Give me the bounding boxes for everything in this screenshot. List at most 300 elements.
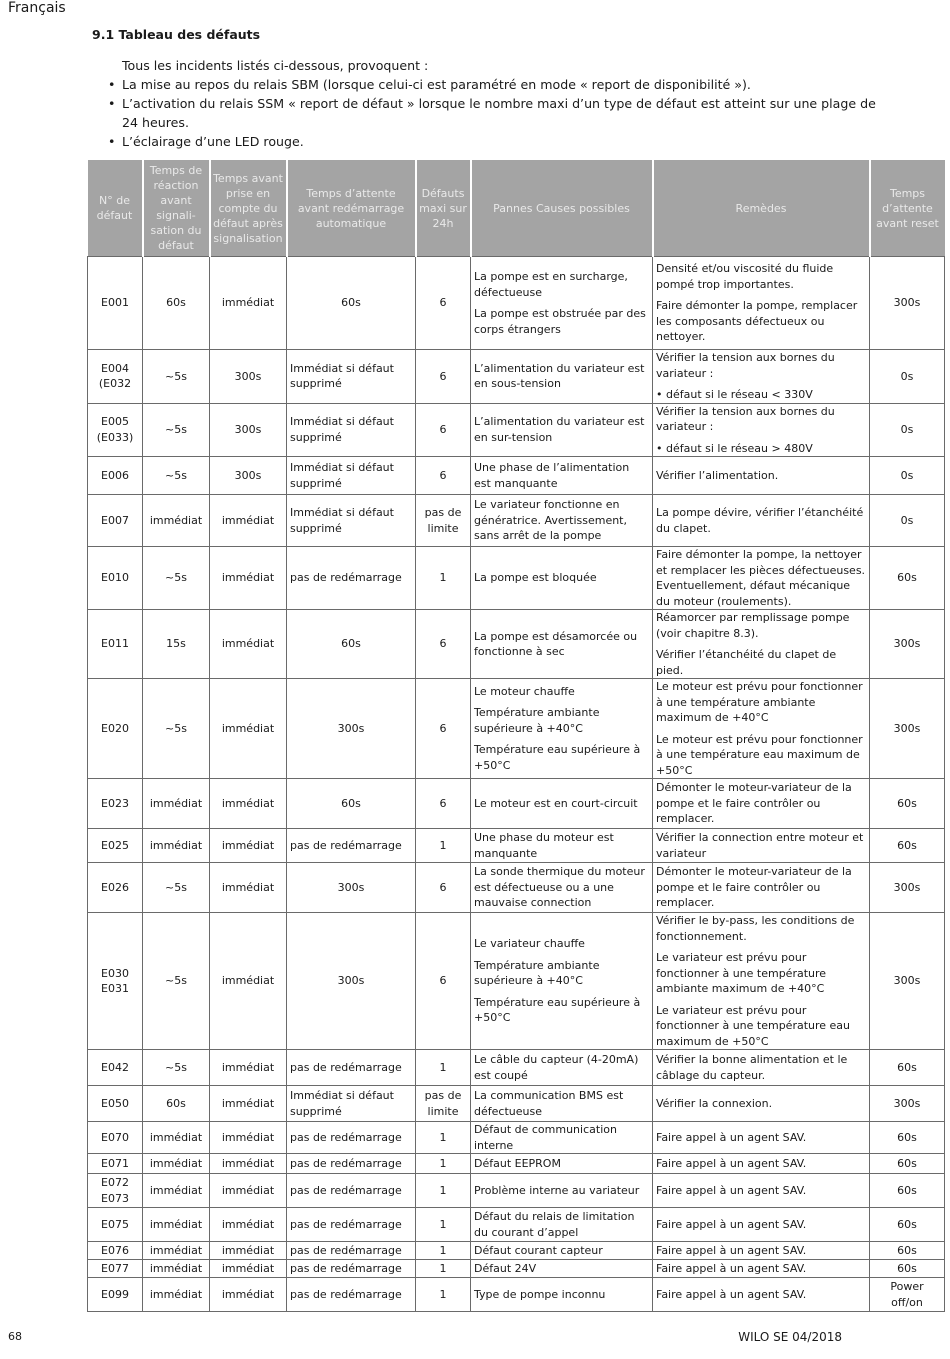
cell-code: E007 bbox=[88, 495, 143, 547]
cell-acknowledge-time: immédiat bbox=[210, 679, 287, 779]
cell-restart-wait: Immédiat si défaut supprimé bbox=[287, 1086, 416, 1122]
cell-causes-line: L’alimentation du variateur est en sous-tension bbox=[474, 361, 645, 391]
cell-remedies-lines bbox=[656, 350, 866, 403]
cell-causes-line: L’alimentation du variateur est en sur-tension bbox=[474, 415, 645, 444]
cell-max-faults: 1 bbox=[416, 1122, 471, 1154]
cell-reaction-time: 60s bbox=[143, 257, 210, 350]
table-row bbox=[88, 403, 945, 457]
header-acknowledge-time: Temps avant prise en compte du défaut après signalisation bbox=[210, 160, 287, 257]
cell-causes-lines bbox=[474, 629, 649, 660]
cell-code: E001 bbox=[88, 257, 143, 350]
bullet-glyph: • bbox=[108, 96, 116, 111]
cell-max-faults: 1 bbox=[416, 829, 471, 863]
cell-causes-lines bbox=[474, 361, 649, 392]
cell-code: E071 bbox=[88, 1154, 143, 1174]
cell-acknowledge-time: immédiat bbox=[210, 1174, 287, 1208]
cell-causes-lines bbox=[474, 1052, 649, 1083]
cell-causes-line: Le moteur chauffe bbox=[474, 684, 575, 698]
header-causes: Pannes Causes possibles bbox=[471, 160, 653, 257]
cell-remedies-line: Vérifier le by-pass, les conditions de fonctionnement. bbox=[656, 914, 855, 943]
cell-max-faults: 1 bbox=[416, 1174, 471, 1208]
cell-remedies-line: Faire appel à un agent SAV. bbox=[656, 1156, 807, 1170]
cell-remedies-lines bbox=[656, 1261, 866, 1277]
cell-causes-line: La pompe est obstruée par des corps étrangers bbox=[474, 307, 646, 336]
cell-reaction-time: immédiat bbox=[143, 779, 210, 829]
cell-causes-line: La communication BMS est défectueuse bbox=[474, 1089, 624, 1118]
cell-code: E072 E073 bbox=[88, 1174, 143, 1208]
bullet-glyph: • bbox=[108, 134, 116, 149]
cell-causes-lines bbox=[474, 1088, 649, 1119]
cell-remedies-lines bbox=[656, 505, 866, 536]
cell-max-faults: 1 bbox=[416, 1154, 471, 1174]
cell-restart-wait: Immédiat si défaut supprimé bbox=[287, 495, 416, 547]
cell-causes-lines bbox=[474, 460, 649, 491]
cell-remedies bbox=[653, 829, 870, 863]
cell-causes-line: Température ambiante supérieure à +40°C bbox=[474, 958, 600, 988]
cell-reset-wait: 60s bbox=[870, 1174, 945, 1208]
cell-remedies bbox=[653, 1260, 870, 1278]
cell-code: E070 bbox=[88, 1122, 143, 1154]
cell-remedies-line: Faire appel à un agent SAV. bbox=[656, 1183, 807, 1197]
cell-acknowledge-time: immédiat bbox=[210, 1278, 287, 1312]
bullet-glyph: • bbox=[108, 77, 116, 92]
cell-remedies bbox=[653, 547, 870, 610]
header-restart-wait: Temps d’attente avant redémarrage automatique bbox=[287, 160, 416, 257]
cell-remedies-lines bbox=[656, 864, 866, 911]
table-row bbox=[88, 913, 945, 1050]
cell-remedies bbox=[653, 1086, 870, 1122]
cell-causes bbox=[471, 679, 653, 779]
cell-causes-lines bbox=[474, 936, 649, 1026]
cell-restart-wait: 300s bbox=[287, 913, 416, 1050]
cell-reset-wait: 60s bbox=[870, 1242, 945, 1260]
cell-remedies-line: Faire démonter la pompe, la nettoyer et remplacer les pièces défectueuses. Eventuellement, défaut mécanique du moteur (roulements). bbox=[656, 548, 866, 608]
page-number: 68 bbox=[8, 1330, 22, 1343]
cell-code: E075 bbox=[88, 1208, 143, 1242]
cell-acknowledge-time: immédiat bbox=[210, 257, 287, 350]
cell-remedies-lines bbox=[656, 1052, 866, 1083]
cell-max-faults: 1 bbox=[416, 1242, 471, 1260]
section-title: 9.1 Tableau des défauts bbox=[92, 27, 261, 42]
cell-reaction-time: ~5s bbox=[143, 863, 210, 913]
cell-restart-wait: Immédiat si défaut supprimé bbox=[287, 350, 416, 404]
cell-causes-line: Défaut courant capteur bbox=[474, 1243, 603, 1257]
cell-reaction-time: 60s bbox=[143, 1086, 210, 1122]
cell-remedies bbox=[653, 257, 870, 350]
cell-acknowledge-time: immédiat bbox=[210, 1154, 287, 1174]
cell-acknowledge-time: 300s bbox=[210, 403, 287, 457]
cell-remedies-line: Faire appel à un agent SAV. bbox=[656, 1287, 807, 1301]
cell-max-faults: 6 bbox=[416, 457, 471, 495]
cell-acknowledge-time: immédiat bbox=[210, 1242, 287, 1260]
cell-remedies bbox=[653, 350, 870, 404]
cell-causes bbox=[471, 1174, 653, 1208]
cell-causes-line: Le câble du capteur (4-20mA) est coupé bbox=[474, 1053, 639, 1082]
cell-causes-line: Une phase du moteur est manquante bbox=[474, 831, 614, 860]
table-row bbox=[88, 350, 945, 404]
cell-causes-line: Température ambiante supérieure à +40°C bbox=[474, 706, 600, 735]
cell-remedies bbox=[653, 495, 870, 547]
cell-causes bbox=[471, 547, 653, 610]
cell-remedies-line: Faire appel à un agent SAV. bbox=[656, 1217, 807, 1231]
table-row bbox=[88, 1122, 945, 1154]
cell-restart-wait: pas de redémarrage bbox=[287, 547, 416, 610]
cell-remedies-line: Faire démonter la pompe, remplacer les composants défectueux ou nettoyer. bbox=[656, 299, 858, 344]
cell-reaction-time: ~5s bbox=[143, 1050, 210, 1086]
cell-remedies-lines bbox=[656, 404, 866, 457]
cell-remedies bbox=[653, 1154, 870, 1174]
cell-reaction-time: immédiat bbox=[143, 1278, 210, 1312]
cell-causes-line: Le variateur chauffe bbox=[474, 937, 585, 951]
cell-code: E006 bbox=[88, 457, 143, 495]
header-max-faults: Défauts maxi sur 24h bbox=[416, 160, 471, 257]
cell-causes-line: Température eau supérieure à +50°C bbox=[474, 995, 641, 1025]
cell-reaction-time: ~5s bbox=[143, 350, 210, 404]
cell-remedies bbox=[653, 1278, 870, 1312]
cell-restart-wait: pas de redémarrage bbox=[287, 1242, 416, 1260]
cell-remedies bbox=[653, 1208, 870, 1242]
cell-remedies-lines bbox=[656, 679, 866, 778]
cell-remedies-lines bbox=[656, 261, 866, 345]
defaults-table bbox=[87, 160, 945, 1312]
cell-remedies-line: Démonter le moteur-variateur de la pompe et le faire contrôler ou remplacer. bbox=[656, 865, 852, 910]
cell-acknowledge-time: immédiat bbox=[210, 1050, 287, 1086]
cell-causes-lines bbox=[474, 1156, 649, 1172]
cell-acknowledge-time: 300s bbox=[210, 457, 287, 495]
cell-acknowledge-time: immédiat bbox=[210, 1208, 287, 1242]
cell-remedies-line: Le variateur est prévu pour fonctionner à une température eau maximum de +50°C bbox=[656, 1003, 851, 1048]
cell-remedies-line: Vérifier la connexion. bbox=[656, 1096, 773, 1110]
cell-reset-wait: 60s bbox=[870, 1208, 945, 1242]
cell-remedies-lines bbox=[656, 913, 866, 1049]
intro-bullet-text: L’activation du relais SSM « report de défaut » lorsque le nombre maxi d’un type de défaut est atteint sur une plage de 24 heures. bbox=[122, 96, 876, 130]
table-row bbox=[88, 547, 945, 610]
cell-causes-lines bbox=[474, 1287, 649, 1303]
cell-restart-wait: 60s bbox=[287, 610, 416, 679]
language-label: Français bbox=[8, 0, 66, 16]
table-row bbox=[88, 457, 945, 495]
cell-causes bbox=[471, 1242, 653, 1260]
cell-causes-lines bbox=[474, 864, 649, 911]
cell-reset-wait: 300s bbox=[870, 1086, 945, 1122]
table-row bbox=[88, 679, 945, 779]
cell-restart-wait: pas de redémarrage bbox=[287, 1208, 416, 1242]
cell-remedies-line: Faire appel à un agent SAV. bbox=[656, 1261, 807, 1275]
cell-remedies-lines bbox=[656, 1130, 866, 1146]
cell-code: E020 bbox=[88, 679, 143, 779]
cell-code: E025 bbox=[88, 829, 143, 863]
cell-causes-line: Défaut EEPROM bbox=[474, 1156, 561, 1170]
cell-causes-line: Une phase de l’alimentation est manquante bbox=[474, 461, 630, 490]
cell-code: E005 (E033) bbox=[88, 403, 143, 457]
cell-max-faults: pas de limite bbox=[416, 1086, 471, 1122]
cell-remedies-lines bbox=[656, 830, 866, 861]
cell-code: E023 bbox=[88, 779, 143, 829]
intro-bullet bbox=[92, 75, 892, 94]
cell-restart-wait: pas de redémarrage bbox=[287, 1260, 416, 1278]
cell-causes bbox=[471, 610, 653, 679]
cell-acknowledge-time: immédiat bbox=[210, 547, 287, 610]
cell-remedies-line: Le moteur est prévu pour fonctionner à une température eau maximum de +50°C bbox=[656, 732, 863, 777]
cell-max-faults: 6 bbox=[416, 257, 471, 350]
table-row bbox=[88, 257, 945, 350]
cell-causes-lines bbox=[474, 497, 649, 544]
cell-remedies-line: Réamorcer par remplissage pompe (voir chapitre 8.3). bbox=[656, 611, 850, 640]
cell-reset-wait: 60s bbox=[870, 1122, 945, 1154]
cell-remedies-lines bbox=[656, 1183, 866, 1199]
cell-remedies bbox=[653, 863, 870, 913]
cell-causes bbox=[471, 495, 653, 547]
cell-restart-wait: pas de redémarrage bbox=[287, 1278, 416, 1312]
table-row bbox=[88, 1050, 945, 1086]
cell-acknowledge-time: 300s bbox=[210, 350, 287, 404]
cell-causes bbox=[471, 913, 653, 1050]
cell-max-faults: 6 bbox=[416, 779, 471, 829]
cell-causes-lines bbox=[474, 796, 649, 812]
cell-remedies bbox=[653, 779, 870, 829]
cell-causes bbox=[471, 350, 653, 404]
cell-max-faults: 1 bbox=[416, 547, 471, 610]
cell-reset-wait: 0s bbox=[870, 350, 945, 404]
cell-causes-line: Le moteur est en court-circuit bbox=[474, 796, 638, 810]
cell-reset-wait: 60s bbox=[870, 1154, 945, 1174]
intro-bullet bbox=[92, 132, 892, 151]
cell-remedies-lines bbox=[656, 1096, 866, 1112]
cell-causes-line: Type de pompe inconnu bbox=[474, 1287, 606, 1301]
cell-remedies-line: La pompe dévire, vérifier l’étanchéité du clapet. bbox=[656, 506, 864, 535]
cell-max-faults: 1 bbox=[416, 1050, 471, 1086]
cell-max-faults: 6 bbox=[416, 403, 471, 457]
cell-acknowledge-time: immédiat bbox=[210, 1260, 287, 1278]
cell-causes bbox=[471, 863, 653, 913]
cell-acknowledge-time: immédiat bbox=[210, 495, 287, 547]
cell-reset-wait: 300s bbox=[870, 679, 945, 779]
cell-max-faults: 6 bbox=[416, 679, 471, 779]
cell-code: E042 bbox=[88, 1050, 143, 1086]
cell-causes bbox=[471, 403, 653, 457]
cell-reset-wait: 300s bbox=[870, 257, 945, 350]
cell-max-faults: 1 bbox=[416, 1260, 471, 1278]
cell-remedies-line: Démonter le moteur-variateur de la pompe et le faire contrôler ou remplacer. bbox=[656, 781, 852, 826]
cell-remedies bbox=[653, 403, 870, 457]
cell-causes-line: La pompe est désamorcée ou fonctionne à sec bbox=[474, 629, 638, 658]
header-code: N° de défaut bbox=[88, 160, 143, 257]
cell-restart-wait: pas de redémarrage bbox=[287, 1154, 416, 1174]
cell-acknowledge-time: immédiat bbox=[210, 1122, 287, 1154]
table-row bbox=[88, 1154, 945, 1174]
cell-remedies-line: Faire appel à un agent SAV. bbox=[656, 1243, 807, 1257]
cell-acknowledge-time: immédiat bbox=[210, 829, 287, 863]
table-header bbox=[88, 160, 945, 257]
cell-causes bbox=[471, 1122, 653, 1154]
cell-causes-line: Défaut de communication interne bbox=[474, 1123, 617, 1152]
cell-remedies-lines bbox=[656, 547, 866, 609]
intro-bullet-list bbox=[92, 75, 892, 151]
cell-causes-line: La pompe est bloquée bbox=[474, 571, 597, 585]
cell-acknowledge-time: immédiat bbox=[210, 913, 287, 1050]
cell-reset-wait: 60s bbox=[870, 1050, 945, 1086]
cell-reset-wait: 0s bbox=[870, 457, 945, 495]
cell-causes bbox=[471, 1278, 653, 1312]
cell-causes bbox=[471, 257, 653, 350]
cell-reaction-time: immédiat bbox=[143, 1174, 210, 1208]
cell-causes-line: Température eau supérieure à +50°C bbox=[474, 743, 641, 772]
cell-remedies bbox=[653, 457, 870, 495]
cell-code: E076 bbox=[88, 1242, 143, 1260]
cell-causes bbox=[471, 1208, 653, 1242]
cell-restart-wait: Immédiat si défaut supprimé bbox=[287, 403, 416, 457]
cell-remedies bbox=[653, 679, 870, 779]
cell-code: E026 bbox=[88, 863, 143, 913]
cell-max-faults: 6 bbox=[416, 350, 471, 404]
table-row bbox=[88, 1260, 945, 1278]
cell-reaction-time: immédiat bbox=[143, 1242, 210, 1260]
cell-causes bbox=[471, 1260, 653, 1278]
cell-max-faults: 6 bbox=[416, 863, 471, 913]
cell-causes-line: Défaut du relais de limitation du courant d’appel bbox=[474, 1210, 635, 1239]
cell-remedies-lines bbox=[656, 610, 866, 678]
cell-reset-wait: 300s bbox=[870, 863, 945, 913]
cell-reaction-time: immédiat bbox=[143, 829, 210, 863]
intro-bullet bbox=[92, 94, 892, 132]
cell-causes-lines bbox=[474, 414, 649, 445]
cell-remedies-lines bbox=[656, 1217, 866, 1233]
cell-restart-wait: 300s bbox=[287, 863, 416, 913]
cell-causes-lines bbox=[474, 684, 649, 774]
cell-remedies bbox=[653, 610, 870, 679]
intro-text bbox=[92, 56, 892, 151]
cell-reaction-time: 15s bbox=[143, 610, 210, 679]
cell-causes-lines bbox=[474, 1209, 649, 1240]
cell-reaction-time: immédiat bbox=[143, 1122, 210, 1154]
table-row bbox=[88, 1174, 945, 1208]
cell-reaction-time: immédiat bbox=[143, 1260, 210, 1278]
cell-causes-line: Défaut 24V bbox=[474, 1261, 537, 1275]
cell-acknowledge-time: immédiat bbox=[210, 1086, 287, 1122]
cell-reset-wait: 0s bbox=[870, 495, 945, 547]
cell-causes-line: Le variateur fonctionne en génératrice. Avertissement, sans arrêt de la pompe bbox=[474, 498, 627, 543]
table-row bbox=[88, 779, 945, 829]
cell-acknowledge-time: immédiat bbox=[210, 863, 287, 913]
cell-code: E077 bbox=[88, 1260, 143, 1278]
cell-remedies-line: • défaut si le réseau < 330V bbox=[656, 388, 813, 401]
cell-remedies-line: Le moteur est prévu pour fonctionner à une température ambiante maximum de +40°C bbox=[656, 680, 863, 724]
cell-causes-lines bbox=[474, 269, 649, 337]
cell-causes-lines bbox=[474, 1243, 649, 1259]
cell-reset-wait: 300s bbox=[870, 610, 945, 679]
cell-remedies bbox=[653, 1174, 870, 1208]
cell-remedies-line: Vérifier la tension aux bornes du variateur : bbox=[656, 351, 835, 380]
cell-causes-line: Problème interne au variateur bbox=[474, 1183, 640, 1197]
intro-bullet-text: L’éclairage d’une LED rouge. bbox=[122, 134, 304, 149]
cell-remedies-line: Faire appel à un agent SAV. bbox=[656, 1130, 807, 1144]
cell-max-faults: pas de limite bbox=[416, 495, 471, 547]
cell-reaction-time: ~5s bbox=[143, 547, 210, 610]
header-remedies: Remèdes bbox=[653, 160, 870, 257]
intro-lead: Tous les incidents listés ci-dessous, provoquent : bbox=[122, 58, 429, 73]
table-row bbox=[88, 829, 945, 863]
cell-remedies-lines bbox=[656, 1243, 866, 1259]
cell-remedies-line: Vérifier l’alimentation. bbox=[656, 468, 779, 482]
cell-acknowledge-time: immédiat bbox=[210, 779, 287, 829]
cell-code: E099 bbox=[88, 1278, 143, 1312]
cell-remedies-line: • défaut si le réseau > 480V bbox=[656, 441, 813, 455]
cell-restart-wait: pas de redémarrage bbox=[287, 1122, 416, 1154]
cell-causes bbox=[471, 1050, 653, 1086]
cell-reaction-time: immédiat bbox=[143, 1154, 210, 1174]
header-reset-wait: Temps d’attente avant reset bbox=[870, 160, 945, 257]
cell-remedies-lines bbox=[656, 780, 866, 827]
cell-restart-wait: 60s bbox=[287, 257, 416, 350]
cell-reset-wait: 60s bbox=[870, 829, 945, 863]
cell-code: E004 (E032 bbox=[88, 350, 143, 404]
cell-restart-wait: pas de redémarrage bbox=[287, 1174, 416, 1208]
cell-max-faults: 6 bbox=[416, 913, 471, 1050]
table-row bbox=[88, 1086, 945, 1122]
table-row bbox=[88, 1242, 945, 1260]
cell-max-faults: 1 bbox=[416, 1278, 471, 1312]
cell-causes bbox=[471, 1086, 653, 1122]
cell-reset-wait: 60s bbox=[870, 547, 945, 610]
cell-causes-line: La sonde thermique du moteur est défectueuse ou a une mauvaise connection bbox=[474, 865, 645, 910]
cell-remedies-line: Vérifier la bonne alimentation et le câblage du capteur. bbox=[656, 1053, 848, 1082]
cell-causes bbox=[471, 829, 653, 863]
table-row bbox=[88, 863, 945, 913]
header-reaction-time: Temps de réaction avant signali-sation du défaut bbox=[143, 160, 210, 257]
cell-causes bbox=[471, 779, 653, 829]
cell-causes-lines bbox=[474, 570, 649, 586]
cell-reset-wait: 300s bbox=[870, 913, 945, 1050]
cell-causes-lines bbox=[474, 830, 649, 861]
intro-bullet-text: La mise au repos du relais SBM (lorsque celui-ci est paramétré en mode « report de disponibilité »). bbox=[122, 77, 751, 92]
cell-max-faults: 6 bbox=[416, 610, 471, 679]
cell-restart-wait: Immédiat si défaut supprimé bbox=[287, 457, 416, 495]
cell-remedies-line: Le variateur est prévu pour fonctionner à une température ambiante maximum de +40°C bbox=[656, 951, 827, 995]
cell-remedies-line: Densité et/ou viscosité du fluide pompé trop importantes. bbox=[656, 262, 834, 291]
cell-remedies-line: Vérifier la connection entre moteur et variateur bbox=[656, 831, 864, 860]
cell-code: E011 bbox=[88, 610, 143, 679]
cell-reset-wait: Power off/on bbox=[870, 1278, 945, 1312]
cell-restart-wait: pas de redémarrage bbox=[287, 829, 416, 863]
cell-reaction-time: ~5s bbox=[143, 679, 210, 779]
cell-code: E030 E031 bbox=[88, 913, 143, 1050]
cell-reaction-time: immédiat bbox=[143, 1208, 210, 1242]
cell-restart-wait: pas de redémarrage bbox=[287, 1050, 416, 1086]
cell-remedies-lines bbox=[656, 468, 866, 484]
cell-causes-lines bbox=[474, 1122, 649, 1153]
cell-remedies-line: Vérifier l’étanchéité du clapet de pied. bbox=[656, 648, 837, 677]
cell-reset-wait: 60s bbox=[870, 779, 945, 829]
table-row bbox=[88, 1278, 945, 1312]
footer-brand: WILO SE 04/2018 bbox=[738, 1330, 842, 1344]
table-row bbox=[88, 610, 945, 679]
table-row bbox=[88, 1208, 945, 1242]
cell-reaction-time: immédiat bbox=[143, 495, 210, 547]
cell-remedies-line: Vérifier la tension aux bornes du variateur : bbox=[656, 404, 835, 433]
table-body bbox=[88, 257, 945, 1312]
cell-remedies bbox=[653, 1242, 870, 1260]
cell-reset-wait: 0s bbox=[870, 403, 945, 457]
table-row bbox=[88, 495, 945, 547]
cell-causes-line: La pompe est en surcharge, défectueuse bbox=[474, 270, 628, 299]
cell-max-faults: 1 bbox=[416, 1208, 471, 1242]
cell-remedies bbox=[653, 1050, 870, 1086]
cell-code: E050 bbox=[88, 1086, 143, 1122]
cell-remedies bbox=[653, 913, 870, 1050]
cell-reaction-time: ~5s bbox=[143, 457, 210, 495]
cell-remedies-lines bbox=[656, 1156, 866, 1172]
cell-remedies-lines bbox=[656, 1287, 866, 1303]
